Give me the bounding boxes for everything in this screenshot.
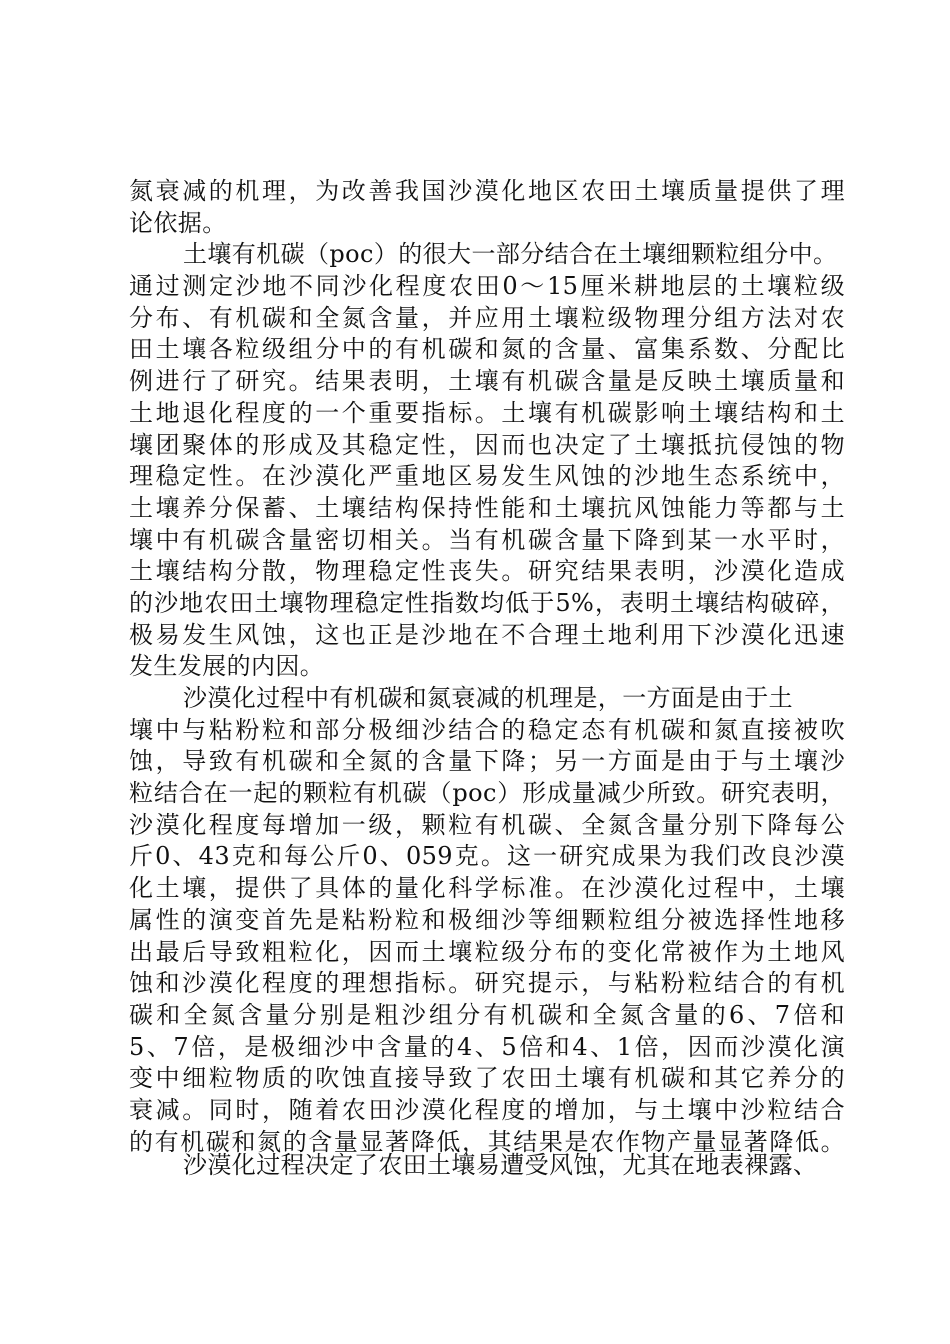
text-line: 土壤结构分散，物理稳定性丧失。研究结果表明，沙漠化造成 xyxy=(129,557,845,586)
text-line: 氮衰减的机理，为改善我国沙漠化地区农田土壤质量提供了理 xyxy=(129,177,845,205)
text-line: 壤团聚体的形成及其稳定性，因而也决定了土壤抵抗侵蚀的物 xyxy=(129,430,845,459)
text-line: 发生发展的内因。 xyxy=(129,652,325,681)
text-line: 分布、有机碳和全氮含量，并应用土壤粒级物理分组方法对农 xyxy=(129,303,845,332)
text-line: 土壤养分保蓄、土壤结构保持性能和土壤抗风蚀能力等都与土 xyxy=(129,493,845,522)
text-line: 5、7倍，是极细沙中含量的4、5倍和4、1倍，因而沙漠化演 xyxy=(129,1032,845,1061)
text-line: 理稳定性。在沙漠化严重地区易发生风蚀的沙地生态系统中， xyxy=(129,462,845,491)
body-text-block xyxy=(129,1150,845,1182)
text-line: 壤中与粘粉粒和部分极细沙结合的稳定态有机碳和氮直接被吹 xyxy=(129,715,845,744)
text-line: 壤中有机碳含量密切相关。当有机碳含量下降到某一水平时， xyxy=(129,525,845,554)
text-line: 蚀和沙漠化程度的理想指标。研究提示，与粘粉粒结合的有机 xyxy=(129,969,845,998)
body-text-block xyxy=(129,176,845,1158)
text-line: 极易发生风蚀，这也正是沙地在不合理土地利用下沙漠化迅速 xyxy=(129,620,845,649)
text-line: 属性的演变首先是粘粉粒和极细沙等细颗粒组分被选择性地移 xyxy=(129,905,845,934)
text-line: 沙漠化程度每增加一级，颗粒有机碳、全氮含量分别下降每公 xyxy=(129,810,845,839)
text-line: 论依据。 xyxy=(129,208,227,237)
text-line: 出最后导致粗粒化，因而土壤粒级分布的变化常被作为土地风 xyxy=(129,937,845,966)
text-line: 的沙地农田土壤物理稳定性指数均低于5%，表明土壤结构破碎， xyxy=(129,588,845,617)
text-line: 通过测定沙地不同沙化程度农田0～15厘米耕地层的土壤粒级 xyxy=(129,272,845,301)
text-line: 衰减。同时，随着农田沙漠化程度的增加，与土壤中沙粒结合 xyxy=(129,1095,845,1124)
text-line: 碳和全氮含量分别是粗沙组分有机碳和全氮含量的6、7倍和 xyxy=(129,1000,845,1029)
paragraph-first-line: 沙漠化过程中有机碳和氮衰减的机理是，一方面是由于土 xyxy=(183,684,793,712)
text-line: 变中细粒物质的吹蚀直接导致了农田土壤有机碳和其它养分的 xyxy=(129,1064,845,1093)
paragraph-first-line: 沙漠化过程决定了农田土壤易遭受风蚀，尤其在地表裸露、 xyxy=(183,1151,818,1179)
text-line: 土地退化程度的一个重要指标。土壤有机碳影响土壤结构和土 xyxy=(129,398,845,427)
text-line: 斤0、43克和每公斤0、059克。这一研究成果为我们改良沙漠 xyxy=(129,842,845,871)
text-line: 粒结合在一起的颗粒有机碳（poc）形成量减少所致。研究表明， xyxy=(129,779,845,808)
paragraph-first-line: 土壤有机碳（poc）的很大一部分结合在土壤细颗粒组分中。 xyxy=(183,240,838,269)
text-line: 田土壤各粒级组分中的有机碳和氮的含量、富集系数、分配比 xyxy=(129,335,845,364)
text-line: 例进行了研究。结果表明，土壤有机碳含量是反映土壤质量和 xyxy=(129,367,845,396)
text-line: 蚀，导致有机碳和全氮的含量下降；另一方面是由于与土壤沙 xyxy=(129,747,845,776)
text-line: 的有机碳和氮的含量显著降低，其结果是农作物产量显著降低。 xyxy=(129,1127,845,1156)
text-line: 化土壤，提供了具体的量化科学标准。在沙漠化过程中，土壤 xyxy=(129,874,845,903)
